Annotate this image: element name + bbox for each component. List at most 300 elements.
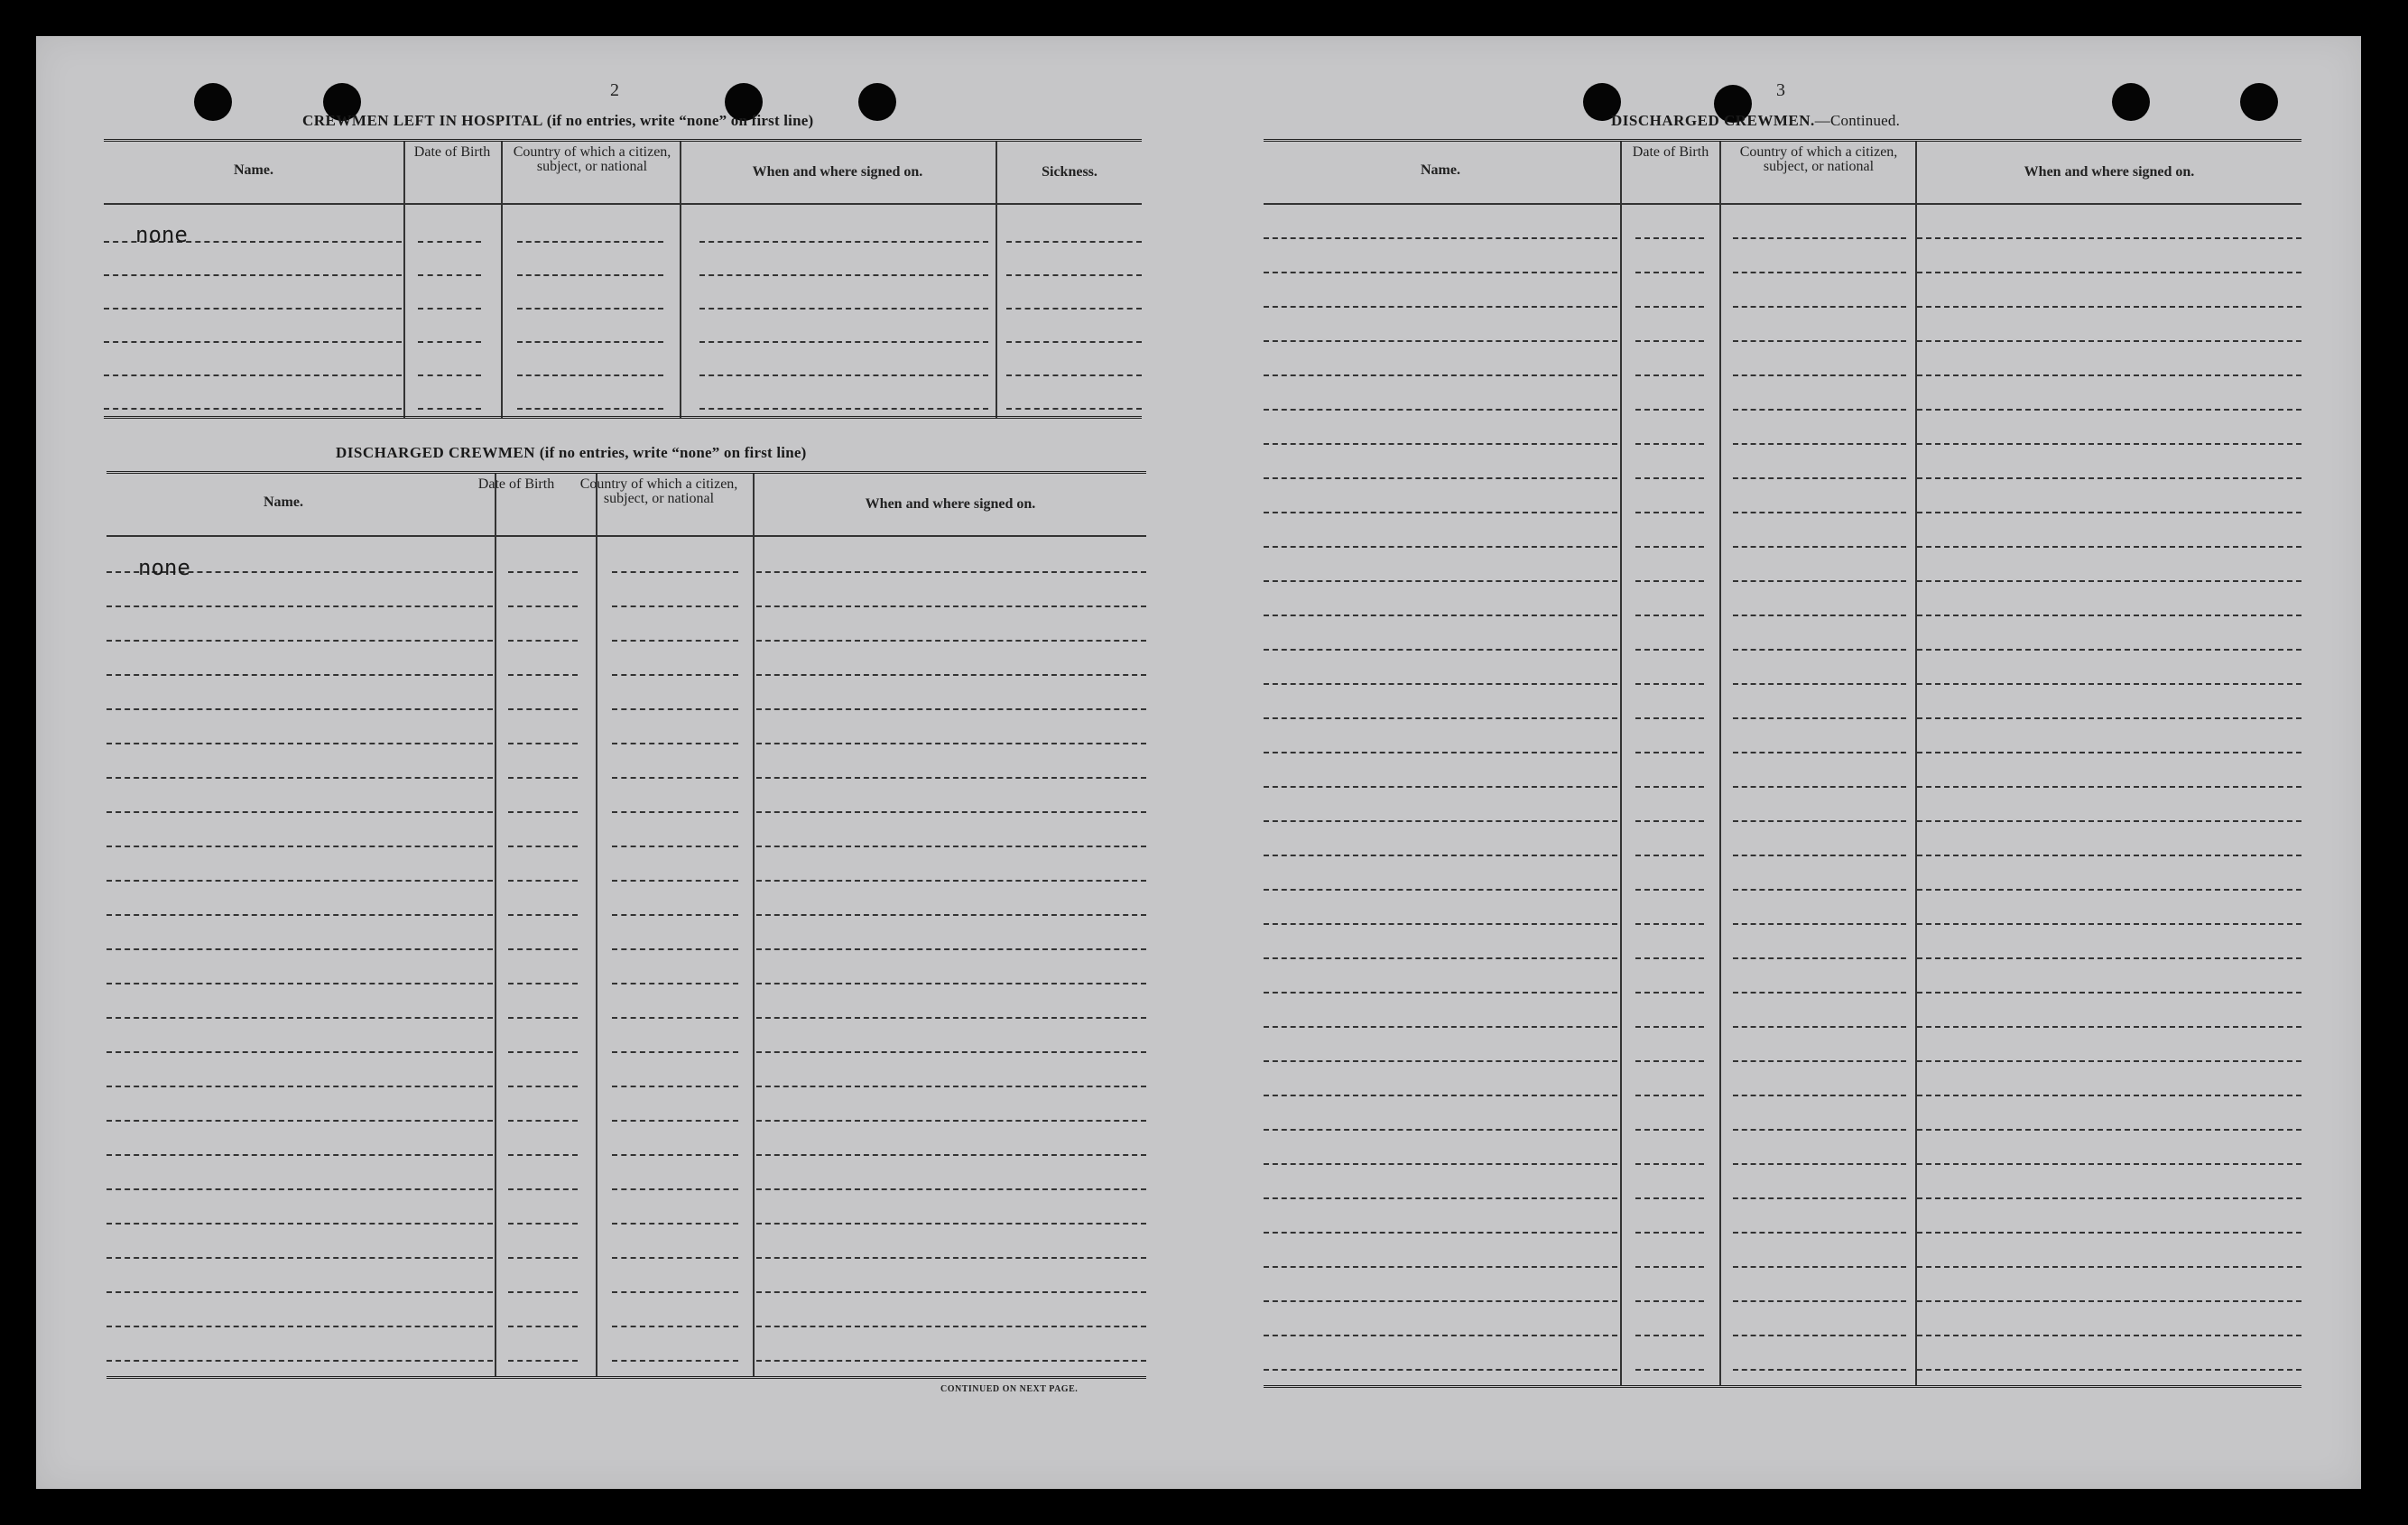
col-header-date-of-birth: Date of Birth	[477, 476, 555, 492]
ruled-line	[107, 674, 493, 676]
ruled-line	[1635, 1060, 1704, 1062]
ruled-line	[612, 1223, 738, 1225]
ruled-line	[107, 846, 493, 847]
ruled-line	[1635, 1129, 1704, 1131]
ruled-line	[1917, 1163, 2301, 1165]
ruled-line	[1635, 1026, 1704, 1028]
ruled-line	[1264, 306, 1617, 308]
ruled-line	[612, 1188, 738, 1190]
column-divider	[403, 142, 405, 418]
ruled-line	[1733, 272, 1906, 273]
ruled-line	[1635, 786, 1704, 788]
ruled-line	[1264, 820, 1617, 822]
ruled-line	[1006, 374, 1142, 376]
ruled-line	[1917, 1300, 2301, 1302]
ruled-line	[699, 308, 988, 310]
ruled-line	[517, 408, 663, 410]
col-header-name: Name.	[264, 494, 303, 510]
ruled-line	[1733, 786, 1906, 788]
ruled-line	[1733, 1335, 1906, 1336]
ruled-line	[1635, 306, 1704, 308]
ruled-line	[1635, 1095, 1704, 1096]
ruled-line	[508, 640, 578, 642]
discharged-continued-table-bottom	[1264, 1385, 2301, 1388]
discharged-name-entry: none	[138, 555, 190, 580]
ruled-line	[1635, 340, 1704, 342]
ruled-line	[508, 1291, 578, 1293]
ruled-line	[612, 777, 738, 779]
ruled-line	[1917, 546, 2301, 548]
ruled-line	[612, 743, 738, 744]
column-divider	[495, 474, 496, 1376]
hospital-table-bottom	[104, 416, 1142, 419]
ruled-line	[1264, 615, 1617, 616]
ruled-line	[1733, 1060, 1906, 1062]
ruled-line	[756, 811, 1146, 813]
punch-hole	[2112, 83, 2150, 121]
ruled-line	[756, 743, 1146, 744]
ruled-line	[508, 914, 578, 916]
column-divider	[1620, 142, 1622, 1385]
ruled-line	[104, 374, 402, 376]
ruled-line	[612, 1017, 738, 1019]
ruled-line	[1917, 1026, 2301, 1028]
ruled-line	[107, 640, 493, 642]
ruled-line	[756, 605, 1146, 607]
col-header-when-where: When and where signed on.	[2024, 164, 2195, 180]
ruled-line	[1733, 409, 1906, 411]
ruled-line	[1917, 752, 2301, 753]
form-sheet	[36, 36, 2361, 1489]
ruled-line	[418, 374, 481, 376]
ruled-line	[1264, 1335, 1617, 1336]
ruled-line	[1733, 1369, 1906, 1371]
discharged-title-text: DISCHARGED CREWMEN	[336, 444, 536, 461]
column-divider	[1719, 142, 1721, 1385]
ruled-line	[756, 1326, 1146, 1327]
ruled-line	[1635, 1266, 1704, 1268]
ruled-line	[1917, 1369, 2301, 1371]
ruled-line	[1917, 374, 2301, 376]
ruled-line	[418, 408, 481, 410]
ruled-line	[107, 1223, 493, 1225]
ruled-line	[1264, 546, 1617, 548]
ruled-line	[756, 983, 1146, 984]
punch-hole	[2240, 83, 2278, 121]
ruled-line	[508, 811, 578, 813]
ruled-line	[508, 1257, 578, 1259]
ruled-line	[1733, 615, 1906, 616]
ruled-line	[508, 743, 578, 744]
ruled-line	[756, 674, 1146, 676]
ruled-line	[1264, 855, 1617, 856]
ruled-line	[1264, 272, 1617, 273]
col-header-country: Country of which a citizen, subject, or national	[1739, 144, 1898, 174]
ruled-line	[1917, 889, 2301, 891]
ruled-line	[1733, 512, 1906, 513]
hospital-section-title	[302, 112, 813, 130]
ruled-line	[756, 948, 1146, 950]
ruled-line	[1917, 340, 2301, 342]
ruled-line	[1917, 306, 2301, 308]
ruled-line	[107, 811, 493, 813]
ruled-line	[1264, 683, 1617, 685]
ruled-line	[1733, 237, 1906, 239]
ruled-line	[699, 341, 988, 343]
ruled-line	[756, 708, 1146, 710]
ruled-line	[756, 1188, 1146, 1190]
continued-next-page-note: CONTINUED ON NEXT PAGE.	[940, 1384, 1079, 1394]
ruled-line	[756, 846, 1146, 847]
continued-label: —Continued.	[1814, 112, 1901, 129]
ruled-line	[1635, 1300, 1704, 1302]
ruled-line	[508, 1051, 578, 1053]
ruled-line	[612, 1257, 738, 1259]
ruled-line	[1917, 512, 2301, 513]
ruled-line	[1264, 1129, 1617, 1131]
ruled-line	[1733, 1232, 1906, 1234]
ruled-line	[107, 1188, 493, 1190]
ruled-line	[1917, 923, 2301, 925]
ruled-line	[508, 571, 578, 573]
ruled-line	[1917, 1197, 2301, 1199]
hospital-table	[104, 139, 1142, 420]
ruled-line	[612, 1154, 738, 1156]
column-divider	[680, 142, 681, 418]
page-number-right: 3	[1776, 80, 1785, 100]
ruled-line	[1264, 957, 1617, 959]
ruled-line	[612, 708, 738, 710]
ruled-line	[1264, 477, 1617, 479]
discharged-continued-title	[1611, 112, 1900, 130]
ruled-line	[1635, 546, 1704, 548]
ruled-line	[1264, 923, 1617, 925]
ruled-line	[1264, 340, 1617, 342]
ruled-line	[756, 1291, 1146, 1293]
ruled-line	[612, 811, 738, 813]
col-header-date-of-birth: Date of Birth	[413, 144, 491, 160]
ruled-line	[1733, 1026, 1906, 1028]
ruled-line	[508, 983, 578, 984]
ruled-line	[1733, 1129, 1906, 1131]
ruled-line	[517, 274, 663, 276]
ruled-line	[418, 274, 481, 276]
ruled-line	[104, 274, 402, 276]
ruled-line	[612, 1086, 738, 1087]
ruled-line	[1635, 512, 1704, 513]
ruled-line	[1917, 1335, 2301, 1336]
page-number-left: 2	[610, 80, 619, 100]
ruled-line	[1635, 889, 1704, 891]
ruled-line	[756, 1154, 1146, 1156]
ruled-line	[1917, 409, 2301, 411]
column-divider	[501, 142, 503, 418]
ruled-line	[612, 1326, 738, 1327]
ruled-line	[1264, 1300, 1617, 1302]
ruled-line	[756, 777, 1146, 779]
ruled-line	[699, 241, 988, 243]
ruled-line	[1917, 272, 2301, 273]
ruled-line	[1006, 241, 1142, 243]
punch-hole	[194, 83, 232, 121]
ruled-line	[1635, 855, 1704, 856]
ruled-line	[107, 1291, 493, 1293]
ruled-line	[508, 1223, 578, 1225]
ruled-line	[508, 1154, 578, 1156]
ruled-line	[517, 341, 663, 343]
ruled-line	[1917, 1060, 2301, 1062]
hospital-title-text: CREWMEN LEFT IN HOSPITAL	[302, 112, 542, 129]
ruled-line	[1635, 615, 1704, 616]
ruled-line	[517, 241, 663, 243]
ruled-line	[508, 1326, 578, 1327]
col-header-name: Name.	[1421, 162, 1460, 178]
ruled-line	[1264, 1266, 1617, 1268]
ruled-line	[508, 1188, 578, 1190]
ruled-line	[1635, 1369, 1704, 1371]
ruled-line	[508, 1120, 578, 1122]
col-header-when-where: When and where signed on.	[865, 496, 1036, 512]
ruled-line	[1635, 443, 1704, 445]
ruled-line	[1733, 1300, 1906, 1302]
ruled-line	[1733, 923, 1906, 925]
ruled-line	[107, 1360, 493, 1362]
col-header-date-of-birth: Date of Birth	[1632, 144, 1709, 160]
ruled-line	[1264, 992, 1617, 994]
ruled-line	[107, 743, 493, 744]
ruled-line	[517, 308, 663, 310]
ruled-line	[1917, 683, 2301, 685]
ruled-line	[1917, 1232, 2301, 1234]
ruled-line	[1733, 820, 1906, 822]
discharged-continued-title-text: DISCHARGED CREWMEN.	[1611, 112, 1815, 129]
ruled-line	[1917, 786, 2301, 788]
ruled-line	[612, 846, 738, 847]
ruled-line	[1264, 409, 1617, 411]
ruled-line	[1733, 683, 1906, 685]
ruled-line	[107, 983, 493, 984]
ruled-line	[756, 1017, 1146, 1019]
discharged-table-bottom	[107, 1376, 1146, 1379]
ruled-line	[1917, 1095, 2301, 1096]
ruled-line	[1917, 855, 2301, 856]
ruled-line	[1264, 1026, 1617, 1028]
discharged-table	[107, 471, 1146, 1378]
ruled-line	[1635, 683, 1704, 685]
punch-hole	[858, 83, 896, 121]
ruled-line	[418, 241, 481, 243]
ruled-line	[1635, 649, 1704, 651]
column-divider	[596, 474, 597, 1376]
col-header-sickness: Sickness.	[1042, 164, 1097, 180]
ruled-line	[1006, 274, 1142, 276]
ruled-line	[508, 708, 578, 710]
ruled-line	[1733, 1163, 1906, 1165]
ruled-line	[756, 1360, 1146, 1362]
ruled-line	[1264, 717, 1617, 719]
ruled-line	[756, 1051, 1146, 1053]
ruled-line	[612, 914, 738, 916]
ruled-line	[1264, 649, 1617, 651]
ruled-line	[1264, 237, 1617, 239]
ruled-line	[1733, 580, 1906, 582]
ruled-line	[107, 1257, 493, 1259]
ruled-line	[1917, 957, 2301, 959]
ruled-line	[1917, 237, 2301, 239]
ruled-line	[1264, 752, 1617, 753]
discharged-section-title	[336, 444, 806, 462]
ruled-line	[107, 948, 493, 950]
ruled-line	[756, 571, 1146, 573]
ruled-line	[1635, 923, 1704, 925]
ruled-line	[612, 1360, 738, 1362]
ruled-line	[612, 674, 738, 676]
ruled-line	[612, 640, 738, 642]
ruled-line	[1733, 1197, 1906, 1199]
ruled-line	[1264, 1232, 1617, 1234]
ruled-line	[756, 1120, 1146, 1122]
ruled-line	[107, 1086, 493, 1087]
ruled-line	[1733, 546, 1906, 548]
col-header-country: Country of which a citizen, subject, or national	[513, 144, 671, 174]
ruled-line	[1635, 1163, 1704, 1165]
ruled-line	[1917, 580, 2301, 582]
ruled-line	[104, 308, 402, 310]
ruled-line	[508, 605, 578, 607]
ruled-line	[756, 1223, 1146, 1225]
ruled-line	[517, 374, 663, 376]
ruled-line	[107, 708, 493, 710]
ruled-line	[1635, 272, 1704, 273]
ruled-line	[756, 640, 1146, 642]
ruled-line	[1917, 820, 2301, 822]
ruled-line	[508, 1017, 578, 1019]
ruled-line	[612, 1291, 738, 1293]
ruled-line	[107, 1326, 493, 1327]
ruled-line	[1917, 649, 2301, 651]
ruled-line	[508, 674, 578, 676]
ruled-line	[1917, 717, 2301, 719]
ruled-line	[699, 274, 988, 276]
ruled-line	[1635, 580, 1704, 582]
ruled-line	[1733, 717, 1906, 719]
ruled-line	[1264, 443, 1617, 445]
ruled-line	[612, 880, 738, 882]
ruled-line	[104, 341, 402, 343]
ruled-line	[1635, 374, 1704, 376]
ruled-line	[612, 1120, 738, 1122]
ruled-line	[1264, 512, 1617, 513]
ruled-line	[107, 1120, 493, 1122]
ruled-line	[1635, 1335, 1704, 1336]
ruled-line	[1006, 341, 1142, 343]
ruled-line	[104, 408, 402, 410]
ruled-line	[756, 1086, 1146, 1087]
ruled-line	[1733, 889, 1906, 891]
ruled-line	[1733, 306, 1906, 308]
ruled-line	[612, 605, 738, 607]
ruled-line	[107, 777, 493, 779]
ruled-line	[1733, 957, 1906, 959]
discharged-instruction: (if no entries, write “none” on first line)	[539, 444, 807, 461]
ruled-line	[1264, 889, 1617, 891]
ruled-line	[1264, 786, 1617, 788]
ruled-line	[508, 948, 578, 950]
col-header-name: Name.	[234, 162, 273, 178]
ruled-line	[1264, 1369, 1617, 1371]
ruled-line	[1264, 1095, 1617, 1096]
ruled-line	[1733, 855, 1906, 856]
ruled-line	[1917, 443, 2301, 445]
ruled-line	[107, 1051, 493, 1053]
ruled-line	[612, 948, 738, 950]
ruled-line	[508, 777, 578, 779]
hospital-name-entry: none	[135, 222, 188, 247]
ruled-line	[508, 1360, 578, 1362]
ruled-line	[612, 571, 738, 573]
ruled-line	[1733, 477, 1906, 479]
ruled-line	[1917, 1129, 2301, 1131]
discharged-continued-table	[1264, 139, 2301, 1387]
ruled-line	[1264, 1197, 1617, 1199]
ruled-line	[1635, 237, 1704, 239]
ruled-line	[1917, 615, 2301, 616]
ruled-line	[1635, 957, 1704, 959]
ruled-line	[508, 880, 578, 882]
ruled-line	[1264, 580, 1617, 582]
ruled-line	[1635, 1197, 1704, 1199]
ruled-line	[508, 1086, 578, 1087]
ruled-line	[1733, 1095, 1906, 1096]
column-divider	[996, 142, 997, 418]
ruled-line	[1733, 340, 1906, 342]
col-header-when-where: When and where signed on.	[752, 164, 923, 180]
ruled-line	[1733, 1266, 1906, 1268]
ruled-line	[1635, 409, 1704, 411]
ruled-line	[756, 914, 1146, 916]
ruled-line	[1635, 992, 1704, 994]
ruled-line	[612, 1051, 738, 1053]
ruled-line	[418, 341, 481, 343]
ruled-line	[1733, 649, 1906, 651]
ruled-line	[1733, 752, 1906, 753]
column-divider	[753, 474, 755, 1376]
ruled-line	[1635, 1232, 1704, 1234]
ruled-line	[1733, 992, 1906, 994]
ruled-line	[1733, 443, 1906, 445]
ruled-line	[1635, 820, 1704, 822]
ruled-line	[418, 308, 481, 310]
ruled-line	[107, 914, 493, 916]
ruled-line	[1264, 1060, 1617, 1062]
ruled-line	[107, 880, 493, 882]
ruled-line	[1264, 374, 1617, 376]
ruled-line	[612, 983, 738, 984]
ruled-line	[1917, 477, 2301, 479]
col-header-country: Country of which a citizen, subject, or national	[579, 476, 738, 506]
ruled-line	[107, 605, 493, 607]
ruled-line	[508, 846, 578, 847]
ruled-line	[1006, 408, 1142, 410]
ruled-line	[756, 1257, 1146, 1259]
ruled-line	[107, 1017, 493, 1019]
ruled-line	[1917, 1266, 2301, 1268]
ruled-line	[1635, 717, 1704, 719]
ruled-line	[1264, 1163, 1617, 1165]
ruled-line	[699, 408, 988, 410]
ruled-line	[699, 374, 988, 376]
ruled-line	[1006, 308, 1142, 310]
